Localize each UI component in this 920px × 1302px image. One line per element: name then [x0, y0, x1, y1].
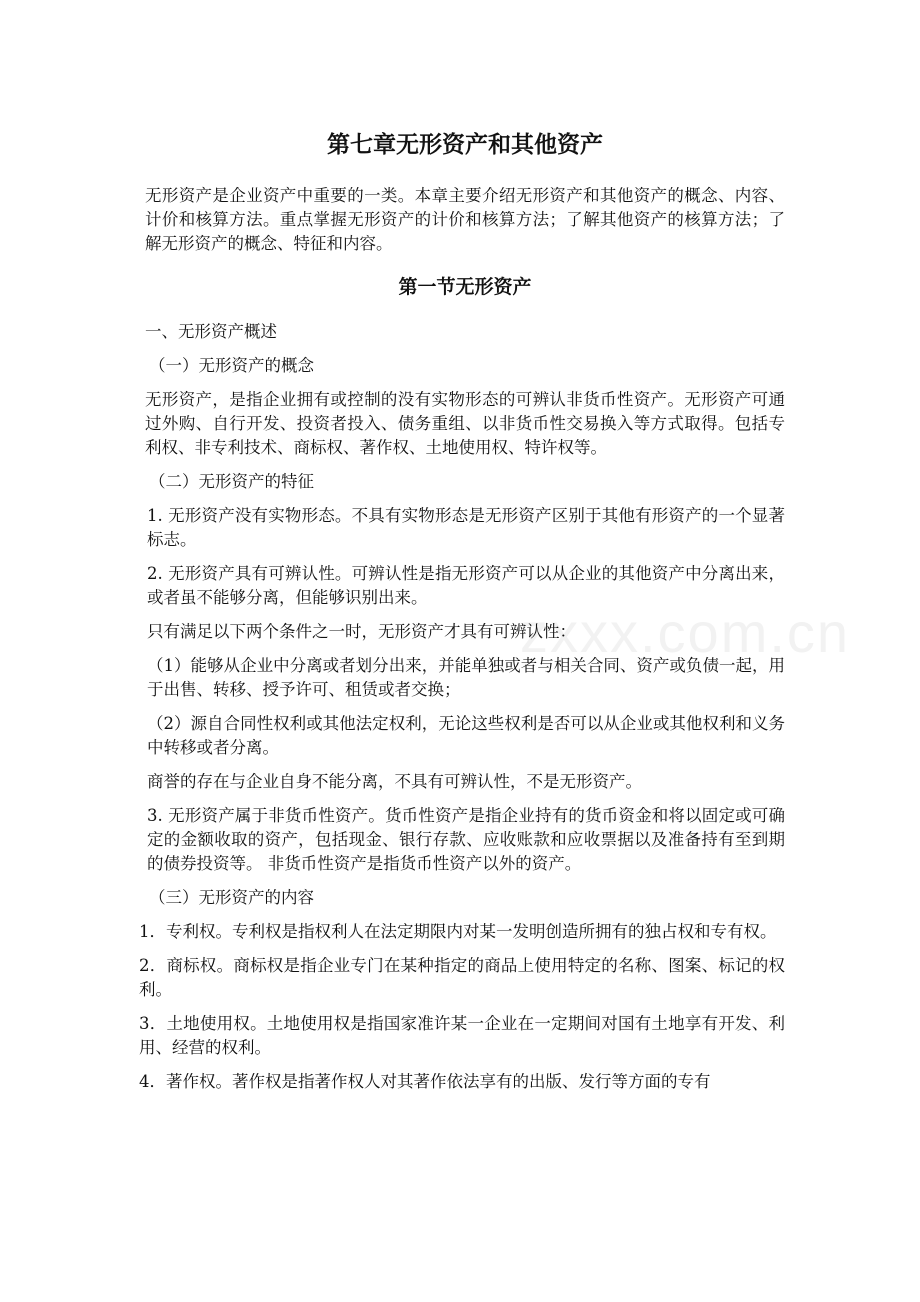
section-title: 第一节无形资产: [398, 276, 532, 298]
concept-paragraph: 无形资产，是指企业拥有或控制的没有实物形态的可辨认非货币性资产。无形资产可通过外购、自行开发、投资者投入、债务重组、以非货币性交易换入等方式取得。包括专利权、非专利技术、商标权、著作权、土地使用权、特许权等。: [145, 390, 785, 457]
goodwill-note: 商誉的存在与企业自身不能分离，不具有可辨认性，不是无形资产。: [147, 772, 642, 791]
chapter-title: 第七章无形资产和其他资产: [327, 131, 603, 158]
feature-1: 1. 无形资产没有实物形态。不具有实物形态是无形资产区别于其他有形资产的一个显著标志。: [147, 506, 785, 549]
conditions-intro: 只有满足以下两个条件之一时，无形资产才具有可辨认性：: [147, 622, 576, 641]
watermark: zxxx.com.cn: [520, 601, 851, 664]
feature-3: 3. 无形资产属于非货币性资产。货币性资产是指企业持有的货币资金和将以固定或可确定的金额收取的资产，包括现金、银行存款、应收账款和应收票据以及准备持有至到期的债券投资等。 非货币性资产是指货币性资产以外的资产。: [147, 806, 785, 873]
feature-2: 2. 无形资产具有可辨认性。可辨认性是指无形资产可以从企业的其他资产中分离出来，或者虽不能够分离，但能够识别出来。: [147, 564, 785, 607]
content-heading: （三）无形资产的内容: [149, 888, 314, 907]
chapter-intro: 无形资产是企业资产中重要的一类。本章主要介绍无形资产和其他资产的概念、内容、计价和核算方法。重点掌握无形资产的计价和核算方法；了解其他资产的核算方法；了解无形资产的概念、特征和内容。: [145, 186, 785, 253]
document-body: [139, 128, 785, 1104]
content-item-4: 4．著作权。著作权是指著作权人对其著作依法享有的出版、发行等方面的专有: [139, 1072, 711, 1091]
condition-2: （2）源自合同性权利或其他法定权利，无论这些权利是否可以从企业或其他权利和义务中转移或者分离。: [147, 714, 785, 757]
features-heading: （二）无形资产的特征: [149, 472, 314, 491]
condition-1: （1）能够从企业中分离或者划分出来，并能单独或者与相关合同、资产或负债一起，用于出售、转移、授予许可、租赁或者交换；: [147, 656, 785, 699]
content-item-1: 1．专利权。专利权是指权利人在法定期限内对某一发明创造所拥有的独占权和专有权。: [139, 922, 777, 941]
content-item-2: 2．商标权。商标权是指企业专门在某种指定的商品上使用特定的名称、图案、标记的权利。: [139, 956, 785, 999]
content-item-3: 3．土地使用权。土地使用权是指国家准许某一企业在一定期间对国有土地享有开发、利用、经营的权利。: [139, 1014, 785, 1057]
concept-heading: （一）无形资产的概念: [149, 356, 314, 375]
overview-heading: 一、无形资产概述: [145, 322, 277, 341]
